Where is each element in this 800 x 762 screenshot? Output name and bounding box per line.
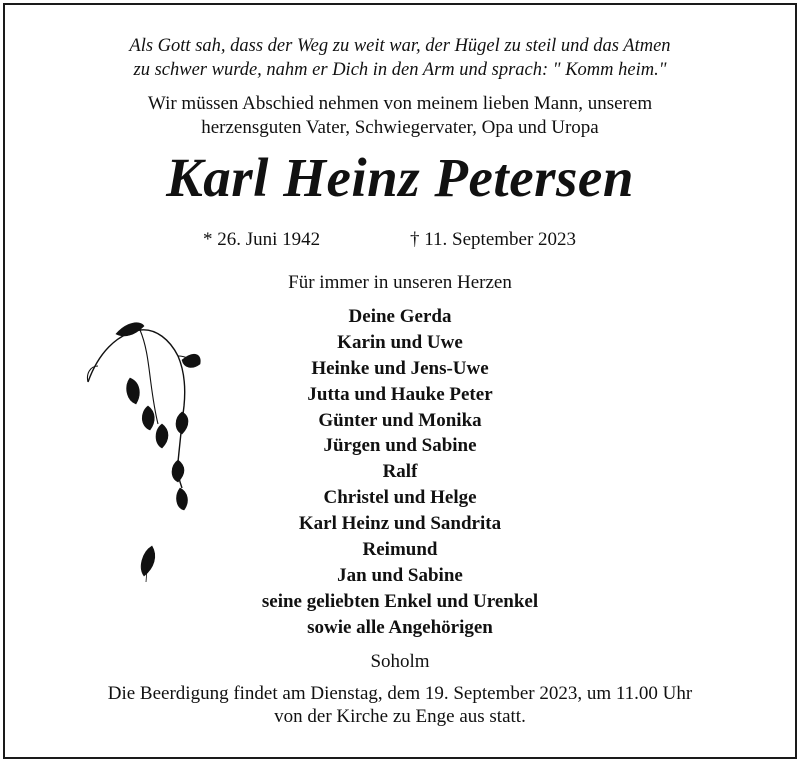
mourner-item: seine geliebten Enkel und Urenkel bbox=[261, 590, 539, 612]
mourner-item: Jutta und Hauke Peter bbox=[307, 383, 493, 405]
funeral-line-1: Die Beerdigung findet am Dienstag, dem 19. September 2023, um 11.00 Uhr bbox=[107, 683, 693, 704]
mourner-item: Jan und Sabine bbox=[337, 564, 463, 586]
intro-line-2: herzensguten Vater, Schwiegervater, Opa und Uropa bbox=[201, 117, 599, 138]
intro-line-1: Wir müssen Abschied nehmen von meinem lieben Mann, unserem bbox=[147, 93, 653, 114]
poem-line-2: zu schwer wurde, nahm er Dich in den Arm und sprach: " Komm heim." bbox=[133, 60, 667, 80]
mourner-item: Christel und Helge bbox=[323, 487, 477, 509]
mourner-item: Jürgen und Sabine bbox=[323, 435, 477, 457]
remembrance-text: Für immer in unseren Herzen bbox=[288, 272, 512, 293]
birth-date: * 26. Juni 1942 bbox=[203, 229, 321, 250]
mourner-item: Karl Heinz und Sandrita bbox=[298, 513, 502, 535]
death-date: † 11. September 2023 bbox=[410, 229, 577, 250]
mourner-item: Günter und Monika bbox=[318, 409, 482, 431]
mourner-item: sowie alle Angehörigen bbox=[307, 616, 493, 638]
mourner-item: Deine Gerda bbox=[348, 306, 452, 327]
funeral-line-2: von der Kirche zu Enge aus statt. bbox=[274, 706, 526, 727]
mourner-item: Reimund bbox=[362, 539, 438, 561]
mourner-item: Karin und Uwe bbox=[337, 331, 463, 353]
mourner-item: Heinke und Jens-Uwe bbox=[311, 357, 489, 379]
mourner-item: Ralf bbox=[382, 461, 418, 483]
deceased-name: Karl Heinz Petersen bbox=[166, 147, 634, 208]
leafy-branch-illustration bbox=[82, 320, 202, 590]
place-text: Soholm bbox=[370, 651, 430, 672]
poem-line-1: Als Gott sah, dass der Weg zu weit war, der Hügel zu steil und das Atmen bbox=[129, 36, 671, 56]
